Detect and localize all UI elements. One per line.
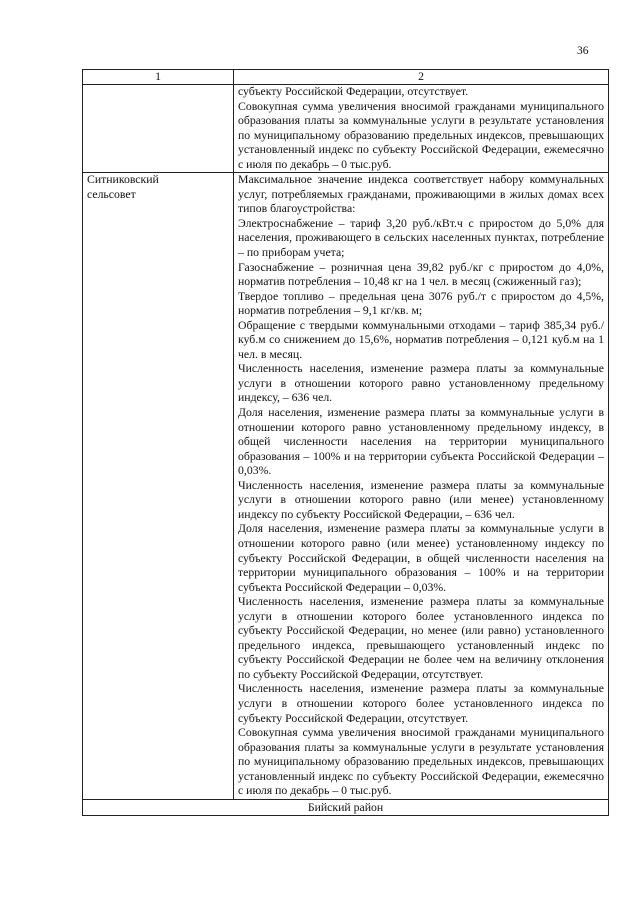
paragraph: Совокупная сумма увеличения вносимой гражданами муниципального образования платы за коммунальные услуги в результате установления по муниципальному образованию предельных индексов, превышающих установленный индекс по субъекту Российской Федерации, ежемесячно с июля по декабрь – 0 тыс.руб. <box>238 99 604 171</box>
paragraph: Электроснабжение – тариф 3,20 руб./кВт.ч с приростом до 5,0% для населения, проживающего в сельских населенных пунктах, потребление – по приборам учета; <box>238 216 604 260</box>
municipality-name-cell <box>83 85 234 173</box>
paragraph: Доля населения, изменение размера платы за коммунальные услуги в отношении которого равно установленному предельному индексу, в общей численности населения на территории муниципального образования – 100% и на территории субъекта Российской Федерации – 0,03%. <box>238 406 604 478</box>
column-header-2: 2 <box>234 70 609 85</box>
paragraph: Газоснабжение – розничная цена 39,82 руб./кг с приростом до 4,0%, норматив потребления – 10,48 кг на 1 чел. в месяц (сжиженный газ); <box>238 260 604 289</box>
column-header-1: 1 <box>83 70 234 85</box>
paragraph: Численность населения, изменение размера платы за коммунальные услуги в отношении которого более установленного индекса по субъекту Российской Федерации, отсутствует. <box>238 682 604 725</box>
paragraph: Доля населения, изменение размера платы за коммунальные услуги в отношении которого равно (или менее) установленному индексу по субъекту Российской Федерации, в общей численности населения на территории муниципального образования – 100% и на территории субъекта Российской Федерации – 0,03%. <box>238 522 604 594</box>
page-number: 36 <box>577 45 589 57</box>
district-heading: Бийский район <box>83 799 609 815</box>
table-footer-row <box>83 799 609 815</box>
paragraph: Максимальное значение индекса соответствует набору коммунальных услуг, потребляемых гражданами, проживающими в жилых домах всех типов благоустройства: <box>238 173 604 216</box>
municipality-name-line: Ситниковский <box>87 173 159 187</box>
paragraph: Твердое топливо – предельная цена 3076 руб./т с приростом до 4,5%, норматив потребления – 9,1 кг/кв. м; <box>238 289 604 318</box>
paragraph: Обращение с твердыми коммунальными отходами – тариф 385,34 руб./куб.м со снижением до 15,6%, норматив потребления – 0,121 куб.м на 1 чел. в месяц. <box>238 318 604 361</box>
paragraph: Численность населения, изменение размера платы за коммунальные услуги в отношении которого равно (или менее) установленному индексу по субъекту Российской Федерации, – 636 чел. <box>238 478 604 521</box>
paragraph: Совокупная сумма увеличения вносимой гражданами муниципального образования платы за коммунальные услуги в результате установления по муниципальному образованию предельных индексов, превышающих установленный индекс по субъекту Российской Федерации, ежемесячно с июля по декабрь – 0 тыс.руб. <box>238 726 604 798</box>
content-cell <box>234 173 609 800</box>
paragraph: субъекту Российской Федерации, отсутствует. <box>238 85 469 98</box>
municipality-name-cell <box>83 173 234 800</box>
document-table <box>82 69 609 816</box>
table-row <box>83 85 609 173</box>
table-row <box>83 173 609 800</box>
table-header-row <box>83 70 609 85</box>
municipality-name-line: сельсовет <box>87 187 136 201</box>
content-cell <box>234 85 609 173</box>
paragraph: Численность населения, изменение размера платы за коммунальные услуги в отношении которого равно установленному предельному индексу, – 636 чел. <box>238 362 604 405</box>
paragraph: Численность населения, изменение размера платы за коммунальные услуги в отношении которого более установленного индекса по субъекту Российской Федерации, но менее (или равно) установленного предельного индекса, превышающего установленный индекс по субъекту Российской Федерации не более чем на величину отклонения по субъекту Российской Федерации, отсутствует. <box>238 595 604 681</box>
